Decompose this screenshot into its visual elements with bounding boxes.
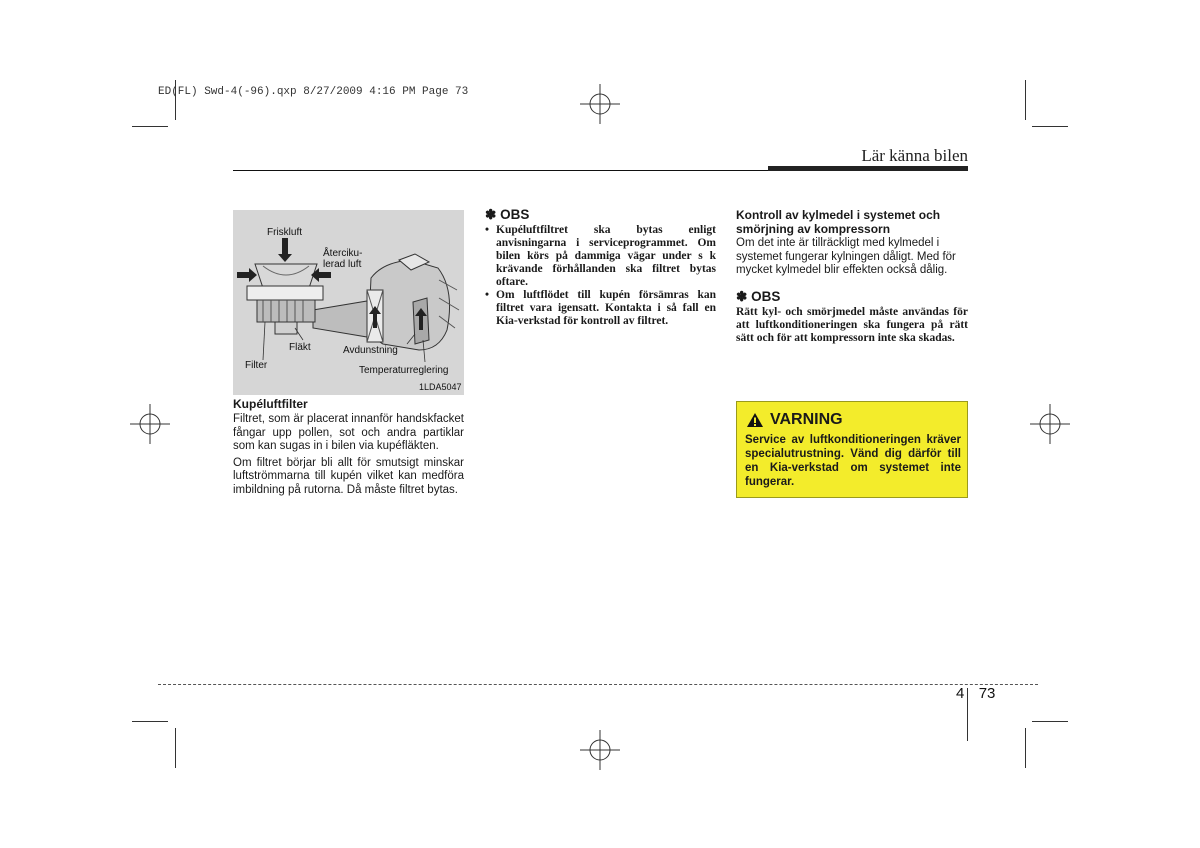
paragraph: Om filtret börjar bli allt för smutsigt minskar luftströmmarna till kupén vilket kan medföra imbildning på rutorna. Då måste filtret bytas.: [233, 456, 464, 496]
obs-note: [485, 207, 716, 328]
list-item: • Kupéluftfiltret ska bytas enligt anvisningarna i serviceprogrammet. Om bilen körs på dammiga vägar under s k krävande förhållanden ska filtret bytas oftare.: [485, 224, 716, 288]
crop-mark: [1025, 80, 1026, 120]
label-recirc-line1: Återciku-: [323, 248, 363, 259]
obs-list: [485, 224, 716, 328]
crop-mark: [1025, 728, 1026, 768]
label-fan: Fläkt: [289, 342, 311, 353]
registration-mark-right: [1028, 402, 1072, 446]
warning-triangle-icon: [746, 412, 764, 428]
asterisk-icon: ✽: [485, 207, 497, 222]
chapter-number: 4: [956, 685, 965, 702]
obs-text: Rätt kyl- och smörjmedel måste användas för att luftkonditioneringen ska fungera på rätt sätt och för att kompressorn inte ska skadas.: [736, 305, 968, 344]
warning-title: VARNING: [770, 411, 843, 428]
figure-code: 1LDA5047: [419, 382, 462, 392]
asterisk-icon: ✽: [736, 288, 748, 304]
registration-mark-top: [578, 82, 622, 126]
bullet-icon: •: [485, 224, 490, 236]
crop-mark: [132, 126, 168, 127]
crop-mark: [1032, 126, 1068, 127]
label-temperature-control: Temperaturreglering: [359, 365, 449, 376]
bullet-icon: •: [485, 289, 490, 301]
paragraph: Filtret, som är placerat innanför handskfacket fångar upp pollen, sot och andra partiklar som kan sugas in i bilen via kupéfläkten.: [233, 413, 464, 452]
list-item: • Om luftflödet till kupén försämras kan filtret vara igensatt. Kontakta i så fall en Kia-verkstad för kontroll av filtret.: [485, 289, 716, 327]
warning-text: Service av luftkonditioneringen kräver specialutrustning. Vänd dig därför till en Kia-verkstad om systemet inte fungerar.: [745, 434, 961, 488]
registration-mark-left: [128, 402, 172, 446]
cabin-filter-section: [233, 397, 464, 500]
header-rule-accent: [768, 166, 968, 171]
refrigerant-section: [736, 208, 968, 345]
page-number-value: 73: [978, 685, 996, 702]
warning-box: [736, 401, 968, 498]
obs-title: OBS: [500, 207, 530, 222]
label-evaporator: Avdunstning: [343, 345, 398, 356]
page-number-separator: [967, 688, 968, 741]
crop-mark: [175, 728, 176, 768]
crop-mark: [132, 721, 168, 722]
cabin-air-filter-diagram: [233, 210, 464, 395]
label-fresh-air: Friskluft: [267, 227, 302, 238]
label-filter: Filter: [245, 360, 268, 371]
section-heading: Kupéluftfilter: [233, 397, 308, 411]
warning-heading: [746, 411, 843, 429]
section-heading: Kontroll av kylmedel i systemet och smörjning av kompressorn: [736, 208, 941, 236]
paragraph: Om det inte är tillräckligt med kylmedel i systemet fungerar kylningen dåligt. Med för mycket kylmedel blir effekten också dålig.: [736, 237, 956, 276]
crop-mark: [1032, 721, 1068, 722]
section-title: Lär känna bilen: [861, 146, 968, 165]
obs-heading: [485, 207, 716, 223]
registration-mark-bottom: [578, 728, 622, 772]
label-recirc-line2: lerad luft: [323, 259, 362, 270]
obs-heading: [736, 289, 968, 305]
print-slug: ED(FL) Swd-4(-96).qxp 8/27/2009 4:16 PM Page 73: [158, 86, 469, 98]
obs-title: OBS: [751, 288, 781, 304]
footer-dotted-rule: [158, 684, 1038, 685]
page-number: [956, 685, 995, 702]
